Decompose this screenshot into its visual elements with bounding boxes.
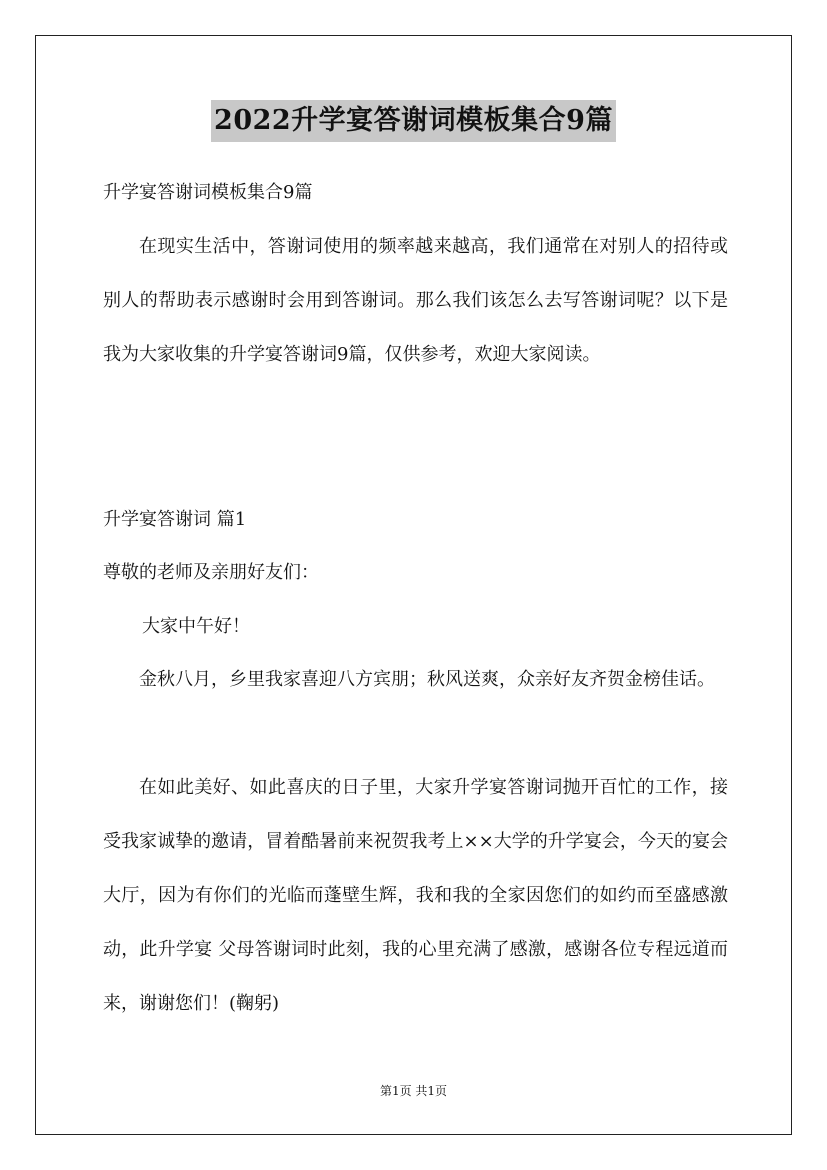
document-subtitle: 升学宴答谢词模板集合9篇 xyxy=(103,182,313,203)
intro-paragraph: 在现实生活中，答谢词使用的频率越来越高，我们通常在对别人的招待或别人的帮助表示感谢时会用到答谢词。那么我们该怎么去写答谢词呢？以下是我为大家收集的升学宴答谢词9篇，仅供参考，欢迎大家阅读。 xyxy=(103,236,728,365)
body-paragraph-2: 在如此美好、如此喜庆的日子里，大家升学宴答谢词抛开百忙的工作，接受我家诚挚的邀请，冒着酷暑前来祝贺我考上××大学的升学宴会，今天的宴会大厅，因为有你们的光临而蓬壁生辉，我和我的全家因您们的如约而至盛感激动，此升学宴 父母答谢词时此刻，我的心里充满了感激，感谢各位专程远道而来，谢谢您们！(鞠躬) xyxy=(103,777,728,1014)
body-paragraph-1: 金秋八月，乡里我家喜迎八方宾朋；秋风送爽，众亲好友齐贺金榜佳话。 xyxy=(139,669,715,690)
page-footer: 第1页 共1页 xyxy=(379,1084,448,1098)
section-heading: 升学宴答谢词 篇1 xyxy=(103,509,247,530)
greeting: 大家中午好！ xyxy=(142,616,250,637)
document-title: 2022升学宴答谢词模板集合9篇 xyxy=(211,100,616,142)
title-container xyxy=(0,100,827,142)
salutation: 尊敬的老师及亲朋好友们： xyxy=(103,562,319,583)
